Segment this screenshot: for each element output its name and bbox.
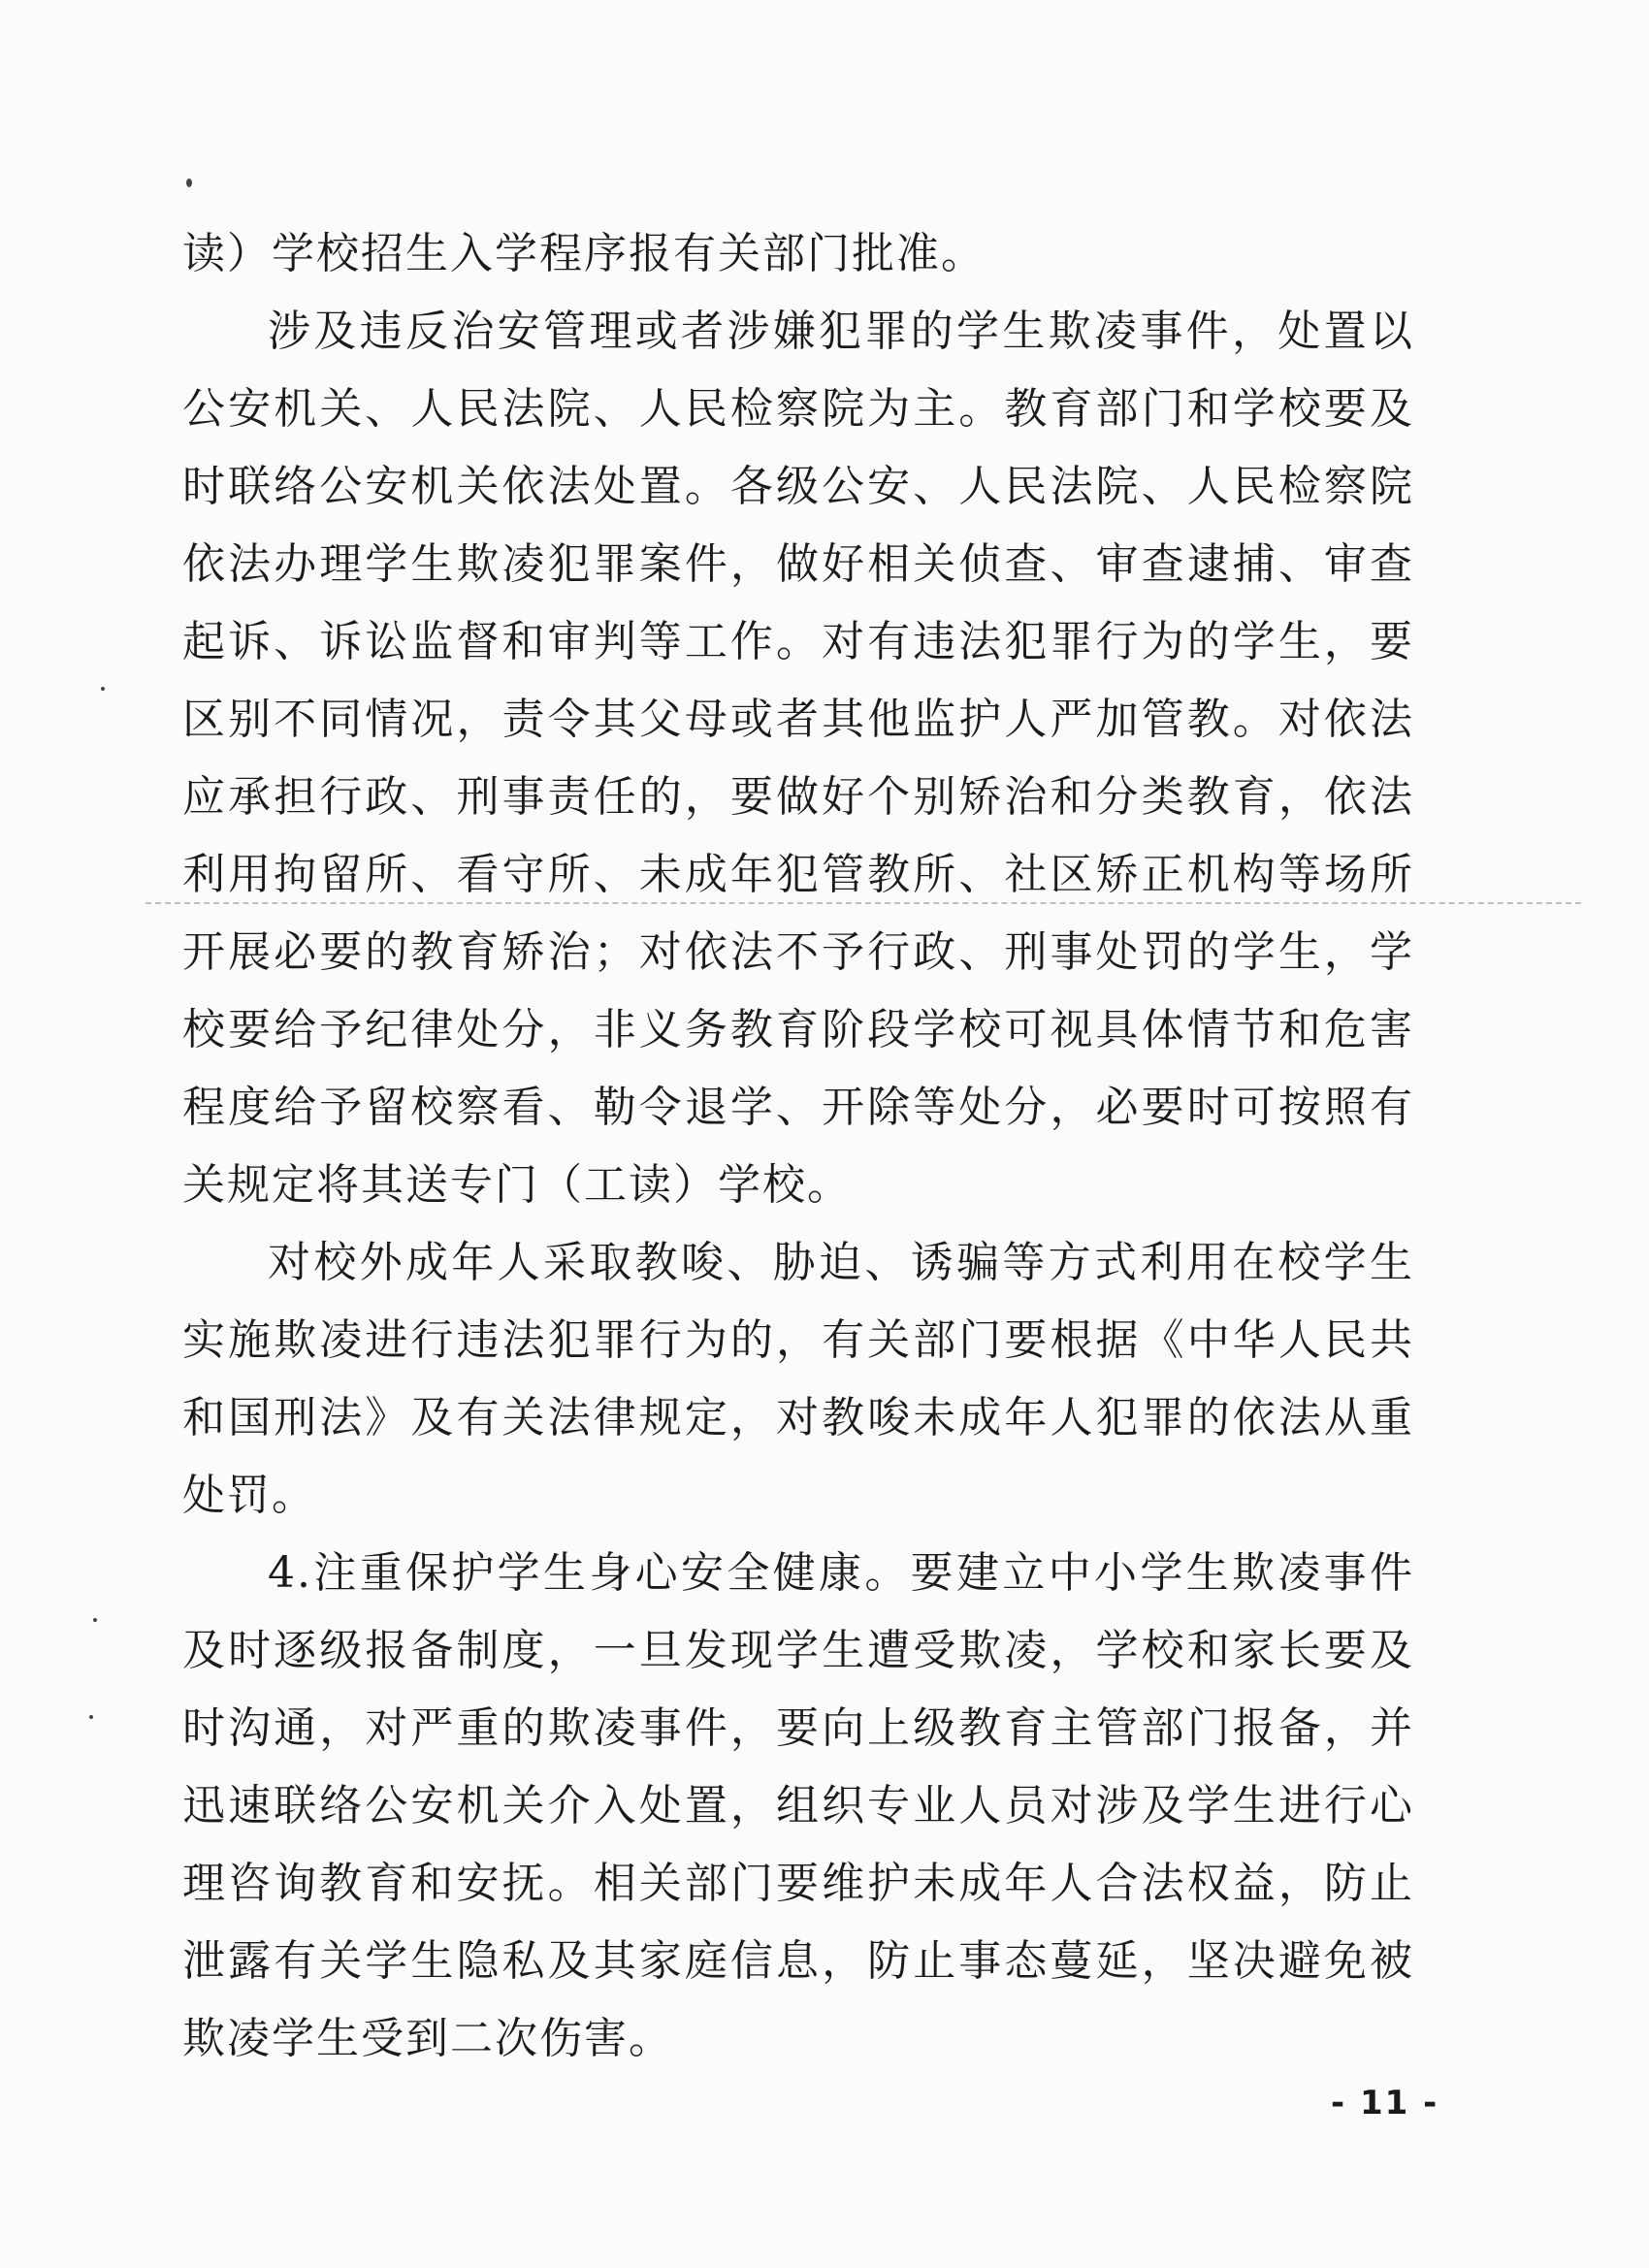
scan-speck: [186, 178, 192, 187]
paragraph: 涉及违反治安管理或者涉嫌犯罪的学生欺凌事件，处置以公安机关、人民法院、人民检察院为主。教育部门和学校要及时联络公安机关依法处置。各级公安、人民法院、人民检察院依法办理学生欺凌犯罪案件，做好相关侦查、审查逮捕、审查起诉、诉讼监督和审判等工作。对有违法犯罪行为的学生，要区别不同情况，责令其父母或者其他监护人严加管教。对依法应承担行政、刑事责任的，要做好个别矫治和分类教育，依法利用拘留所、看守所、未成年犯管教所、社区矫正机构等场所开展必要的教育矫治；对依法不予行政、刑事处罚的学生，学校要给予纪律处分，非义务教育阶段学校可视具体情节和危害程度给予留校察看、勒令退学、开除等处分，必要时可按照有关规定将其送专门（工读）学校。: [182, 307, 1414, 1210]
paragraph: 读）学校招生入学程序报有关部门批准。: [182, 229, 986, 278]
page-number: - 11 -: [1331, 2084, 1439, 2122]
scan-speck: [101, 687, 105, 691]
paragraph: 4.注重保护学生身心安全健康。要建立中小学生欺凌事件及时逐级报备制度，一旦发现学生遭受欺凌，学校和家长要及时沟通，对严重的欺凌事件，要向上级教育主管部门报备，并迅速联络公安机关介入处置，组织专业人员对涉及学生进行心理咨询教育和安抚。相关部门要维护未成年人合法权益，防止泄露有关学生隐私及其家庭信息，防止事态蔓延，坚决避免被欺凌学生受到二次伤害。: [182, 1548, 1414, 2063]
body-text: [182, 215, 1414, 2078]
paragraph: 对校外成年人采取教唆、胁迫、诱骗等方式利用在校学生实施欺凌进行违法犯罪行为的，有关部门要根据《中华人民共和国刑法》及有关法律规定，对教唆未成年人犯罪的依法从重处罚。: [182, 1238, 1414, 1520]
scan-speck: [93, 1618, 97, 1622]
scan-speck: [89, 1715, 93, 1719]
